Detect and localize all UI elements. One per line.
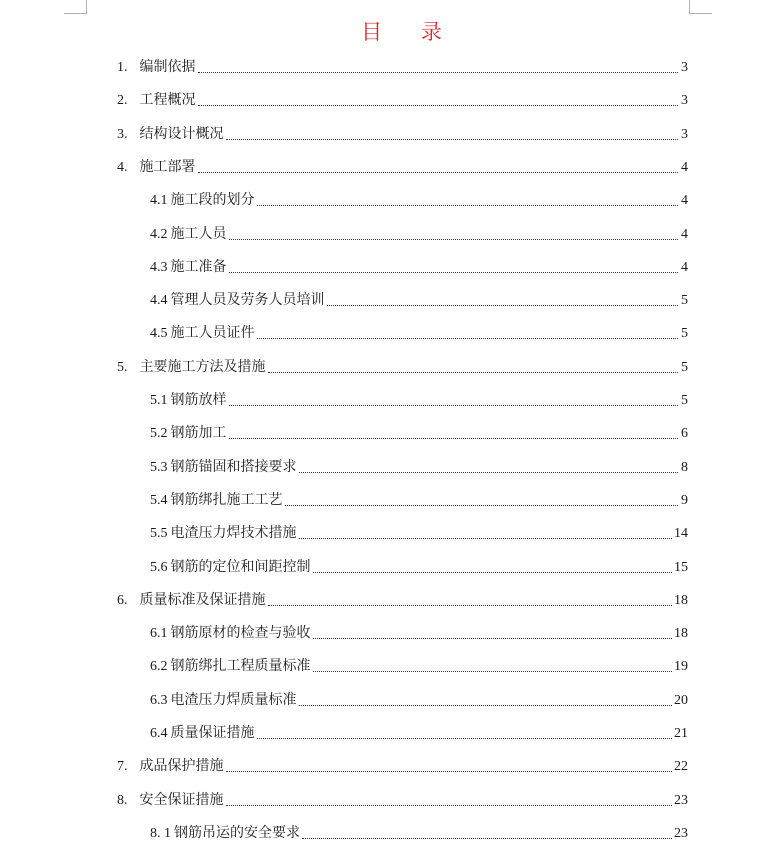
toc-entry-page-number: 3 <box>681 60 688 75</box>
toc-entry[interactable] <box>150 490 688 510</box>
dot-leader <box>327 305 679 306</box>
toc-entry-title: 钢筋绑扎工程质量标准 <box>170 658 311 675</box>
toc-entry[interactable] <box>150 557 688 577</box>
toc-entry[interactable] <box>117 756 688 776</box>
toc-entry-title: 安全保证措施 <box>139 791 224 808</box>
toc-entry-label <box>150 225 227 244</box>
toc-entry-page-number: 9 <box>681 492 688 508</box>
toc-entry[interactable] <box>150 523 688 543</box>
toc-entry[interactable] <box>150 190 688 210</box>
toc-entry-number: 5.6 <box>150 559 168 575</box>
toc-entry-page-number: 14 <box>674 526 688 542</box>
toc-entry[interactable] <box>150 290 688 310</box>
toc-entry-number: 5. <box>117 359 128 375</box>
toc-entry-number: 3. <box>117 126 128 142</box>
toc-entry-title: 质量保证措施 <box>170 725 255 741</box>
toc-entry-page-number: 19 <box>674 659 688 675</box>
toc-entry-label <box>150 624 311 643</box>
toc-entry-number: 6.3 <box>150 692 168 708</box>
crop-mark-top-left <box>64 0 87 14</box>
toc-entry-label <box>150 657 311 676</box>
toc-entry-number: 5.5 <box>150 526 168 542</box>
toc-entry-label <box>150 458 297 477</box>
toc-entry-label <box>117 791 224 810</box>
toc-entry-number: 4.3 <box>150 259 168 275</box>
toc-entry-number: 6. <box>117 592 128 608</box>
toc-entry-title: 电渣压力焊质量标准 <box>170 691 297 708</box>
dot-leader <box>198 172 679 173</box>
toc-entry-title: 施工人员 <box>170 225 227 242</box>
toc-entry-label <box>117 158 196 177</box>
toc-entry-title: 成品保护措施 <box>139 758 224 775</box>
toc-entry-page-number: 18 <box>674 626 688 642</box>
toc-entry-label <box>117 125 224 144</box>
toc-entry[interactable] <box>150 323 688 343</box>
toc-entry-number: 4.2 <box>150 226 168 242</box>
toc-entry[interactable] <box>150 690 688 710</box>
toc-entry-number: 4. <box>117 159 128 175</box>
toc-entry[interactable] <box>150 457 688 477</box>
toc-entry-page-number: 5 <box>681 326 688 342</box>
toc-entry-title: 质量标准及保证措施 <box>139 591 266 608</box>
toc-entry-title: 钢筋锚固和搭接要求 <box>170 458 297 475</box>
toc-entry[interactable] <box>117 157 688 177</box>
toc-entry[interactable] <box>117 590 688 610</box>
dot-leader <box>229 438 679 439</box>
dot-leader <box>198 72 679 73</box>
toc-entry-label <box>117 591 266 610</box>
toc-entry[interactable] <box>117 357 688 377</box>
dot-leader <box>299 705 673 706</box>
toc-entry-title: 结构设计概况 <box>139 125 224 142</box>
crop-mark-top-right <box>689 0 712 14</box>
toc-entry[interactable] <box>150 656 688 676</box>
toc-entry-page-number: 21 <box>674 726 688 741</box>
toc-entry-number: 2. <box>117 93 128 109</box>
dot-leader <box>313 671 673 672</box>
dot-leader <box>268 605 673 606</box>
toc-entry-page-number: 4 <box>681 226 688 242</box>
toc-entry-page-number: 5 <box>681 293 688 309</box>
dot-leader <box>268 372 679 373</box>
toc-entry-title: 施工人员证件 <box>170 325 255 342</box>
dot-leader <box>226 805 673 806</box>
toc-entry-number: 8. <box>117 792 128 808</box>
toc-entry-label <box>150 391 227 410</box>
toc-entry-title: 管理人员及劳务人员培训 <box>170 292 325 309</box>
toc-entry[interactable] <box>150 224 688 244</box>
toc-entry-page-number: 5 <box>681 393 688 408</box>
toc-entry-label <box>150 691 297 710</box>
dot-leader <box>257 738 673 739</box>
toc-entry-label <box>150 291 325 310</box>
toc-entry-page-number: 23 <box>674 792 688 808</box>
toc-entry[interactable] <box>150 423 688 443</box>
toc-entry-title: 施工部署 <box>139 158 196 175</box>
toc-entry-title: 钢筋放样 <box>170 392 227 408</box>
toc-entry-number: 5.2 <box>150 426 168 442</box>
toc-entry-title: 钢筋的定位和间距控制 <box>170 558 311 575</box>
toc-entry[interactable] <box>150 390 688 410</box>
toc-entry-page-number: 23 <box>674 825 688 841</box>
toc-entry-title: 施工段的划分 <box>170 192 255 209</box>
toc-entry-label <box>117 58 196 77</box>
dot-leader <box>257 338 679 339</box>
toc-entry[interactable] <box>150 723 688 743</box>
toc-entry-number: 6.4 <box>150 726 168 741</box>
toc-entry-page-number: 4 <box>681 193 688 209</box>
toc-entry-label <box>117 757 224 776</box>
toc-entry-title: 编制依据 <box>139 59 196 75</box>
toc-entry-page-number: 6 <box>681 426 688 442</box>
toc-title: 目 录 <box>361 20 458 44</box>
toc-entry-label <box>150 324 255 343</box>
dot-leader <box>299 472 679 473</box>
toc-entry-title: 主要施工方法及措施 <box>139 358 266 375</box>
toc-entry[interactable] <box>117 124 688 144</box>
toc-entry-label <box>150 191 255 210</box>
toc-entry-label <box>150 491 283 510</box>
toc-entry[interactable] <box>117 90 688 110</box>
toc-entry[interactable] <box>117 57 688 77</box>
dot-leader <box>313 638 673 639</box>
toc-entry-title: 施工准备 <box>170 258 227 275</box>
toc-entry-title: 钢筋绑扎施工工艺 <box>170 491 283 508</box>
toc-entry-label <box>150 558 311 577</box>
dot-leader <box>299 538 673 539</box>
toc-entry-page-number: 15 <box>674 559 688 575</box>
dot-leader <box>257 205 679 206</box>
dot-leader <box>302 838 672 839</box>
toc-entry-label <box>150 258 227 277</box>
dot-leader <box>226 139 679 140</box>
toc-entry-page-number: 22 <box>674 759 688 775</box>
toc-entry[interactable] <box>117 790 688 810</box>
toc-entry-title: 工程概况 <box>139 92 196 109</box>
toc-entry-label <box>117 91 196 110</box>
toc-entry-number: 6.2 <box>150 659 168 675</box>
toc-entry-title: 钢筋吊运的安全要求 <box>174 824 300 841</box>
toc-entry-number: 4.1 <box>150 193 168 209</box>
toc-entry-number: 1. <box>117 60 128 75</box>
toc-entry-page-number: 5 <box>681 359 688 375</box>
toc-entry[interactable] <box>150 823 688 843</box>
toc-entry-number: 4.5 <box>150 326 168 342</box>
toc-entry-number: 4.4 <box>150 293 168 309</box>
dot-leader <box>229 272 679 273</box>
toc-entry-label <box>150 424 227 443</box>
toc-entry-number: 7. <box>117 759 128 775</box>
toc-entry-label <box>150 524 297 543</box>
dot-leader <box>226 771 673 772</box>
toc-entry-title: 钢筋原材的检查与验收 <box>170 625 311 642</box>
dot-leader <box>198 105 679 106</box>
toc-entry-number: 8. 1 <box>150 825 171 841</box>
toc-entry-number: 5.3 <box>150 459 168 475</box>
toc-entry-title: 电渣压力焊技术措施 <box>170 525 297 542</box>
toc-entry-number: 5.4 <box>150 492 168 508</box>
toc-entry[interactable] <box>150 257 688 277</box>
toc-entry-page-number: 4 <box>681 259 688 275</box>
toc-entry-page-number: 20 <box>674 692 688 708</box>
toc-entry-label <box>150 724 255 743</box>
dot-leader <box>229 405 679 406</box>
toc-entry-page-number: 3 <box>681 93 688 109</box>
toc-entry[interactable] <box>150 623 688 643</box>
dot-leader <box>313 572 673 573</box>
toc-entry-page-number: 8 <box>681 459 688 475</box>
toc-entry-page-number: 3 <box>681 126 688 142</box>
toc-entry-page-number: 4 <box>681 159 688 175</box>
dot-leader <box>229 239 679 240</box>
dot-leader <box>285 505 679 506</box>
toc-entry-title: 钢筋加工 <box>170 425 227 442</box>
toc-entry-number: 5.1 <box>150 393 168 408</box>
toc-entry-page-number: 18 <box>674 592 688 608</box>
toc-entry-number: 6.1 <box>150 626 168 642</box>
toc-entry-label <box>150 824 300 843</box>
toc-entry-label <box>117 358 266 377</box>
